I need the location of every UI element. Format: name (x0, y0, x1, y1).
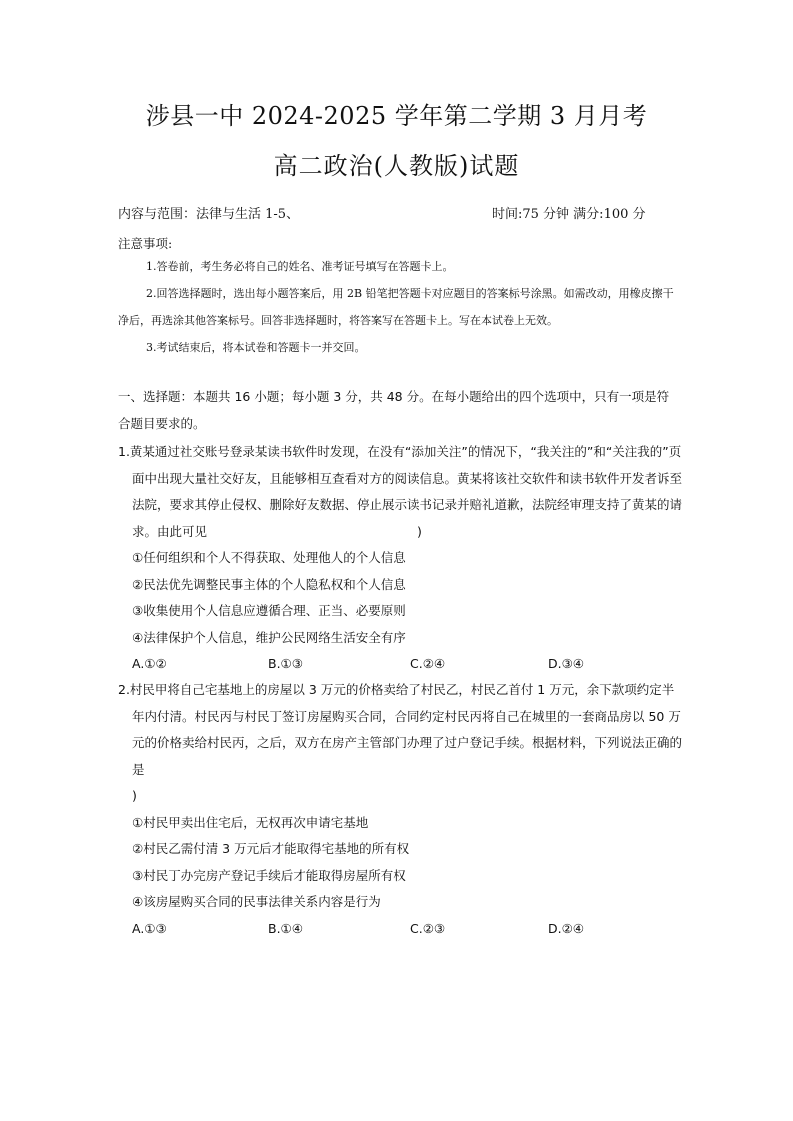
question-stem: 1.黄某通过社交账号登录某读书软件时发现，在没有“添加关注”的情况下，“我关注的”和“关注我的”页面中出现大量社交好友，且能够相互查看对方的阅读信息。黄某将该社交软件和读书软件开发者诉至法院，要求其停止侵权、删除好友数据、停止展示读书记录并赔礼道歉，法院经审理支持了黄某的请求。由此可见 ) (118, 444, 683, 539)
option-item: ④该房屋购买合同的民事法律关系内容是行为 (132, 894, 381, 909)
choice-c: C.②③ (410, 920, 446, 936)
option-item: ①任何组织和个人不得获取、处理他人的个人信息 (132, 550, 406, 565)
question-1 (118, 439, 684, 675)
choice-a: A.①② (132, 656, 167, 671)
exam-subtitle: 高二政治(人教版)试题 (273, 152, 520, 180)
notice-item: 2.回答选择题时，选出每小题答案后，用 2B 铅笔把答题卡对应题目的答案标号涂黑。如需改动，用橡皮擦干净后，再选涂其他答案标号。回答非选择题时，将答案写在答题卡上。写在本试卷上无效。 (118, 287, 674, 327)
option-item: ①村民甲卖出住宅后，无权再次申请宅基地 (132, 814, 369, 830)
question-stem: 2.村民甲将自己宅基地上的房屋以 3 万元的价格卖给了村民乙，村民乙首付 1 万元，余下款项约定半年内付清。村民丙与村民丁签订房屋购买合同，合同约定村民丙将自己在城里的一套商品房以 50 万元的价格卖给村民丙，之后，双方在房产主管部门办理了过户登记手续。根据材料，下列说法正确的是 ) (118, 682, 683, 803)
exam-title: 涉县一中 2024-2025 学年第二学期 3 月月考 (145, 102, 648, 130)
choice-a: A.①③ (132, 920, 167, 936)
option-item: ③收集使用个人信息应遵循合理、正当、必要原则 (132, 603, 406, 618)
option-item: ③村民丁办完房产登记手续后才能取得房屋所有权 (132, 867, 406, 883)
answer-choices (118, 916, 684, 940)
answer-bracket: ) (417, 523, 422, 539)
notice-item: 1.答卷前，考生务必将自己的姓名、准考证号填写在答题卡上。 (146, 260, 454, 273)
question-2 (118, 677, 684, 940)
option-item: ②村民乙需付清 3 万元后才能取得宅基地的所有权 (132, 841, 410, 856)
notice-item: 3.考试结束后，将本试卷和答题卡一并交回。 (146, 341, 366, 354)
notice-heading: 注意事项: (118, 236, 173, 251)
section-heading: 一、选择题：本题共 16 小题；每小题 3 分，共 48 分。在每小题给出的四个选项中，只有一项是符合题目要求的。 (118, 389, 670, 431)
answer-bracket: ) (132, 788, 137, 803)
option-item: ②民法优先调整民事主体的个人隐私权和个人信息 (132, 576, 406, 592)
option-item: ④法律保护个人信息，维护公民网络生活安全有序 (132, 629, 406, 645)
answer-choices (118, 651, 684, 675)
choice-b: B.①④ (268, 920, 303, 936)
exam-scope: 内容与范围：法律与生活 1-5、 (118, 207, 300, 222)
choice-d: D.③④ (548, 656, 585, 671)
exam-time-score: 时间:75 分钟 满分:100 分 (492, 207, 646, 222)
choice-b: B.①③ (268, 656, 303, 671)
choice-d: D.②④ (548, 920, 585, 936)
choice-c: C.②④ (410, 656, 446, 671)
